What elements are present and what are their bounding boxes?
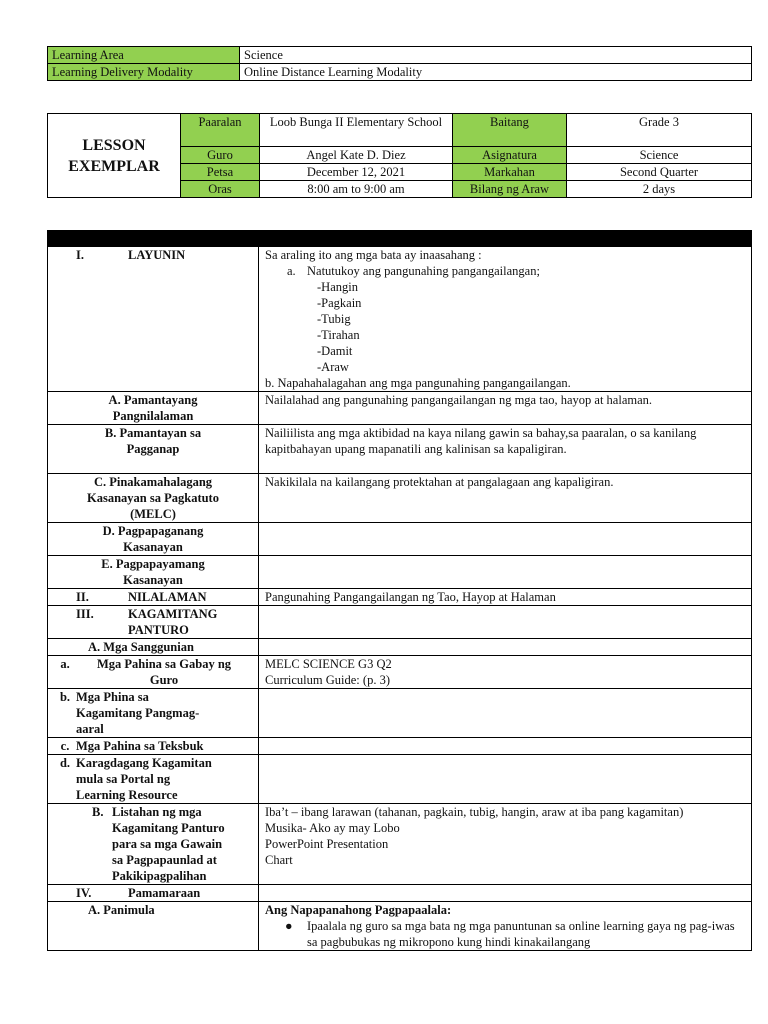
- petsa-value: December 12, 2021: [260, 164, 453, 181]
- lesson-header-table: [47, 113, 752, 198]
- pamantayan-sa-pagganap-label: B. Pamantayan sa Pagganap: [48, 425, 259, 474]
- baitang-label: Baitang: [453, 114, 567, 147]
- teksbuk-value: [259, 738, 752, 755]
- pamamaraan-label: IV. Pamamaraan: [48, 885, 259, 902]
- bullet-icon: ●: [285, 919, 293, 933]
- gabay-ng-guro-value: MELC SCIENCE G3 Q2 Curriculum Guide: (p. 3): [259, 656, 752, 689]
- pagpapaganang-kasanayan-label: D. Pagpapaganang Kasanayan: [48, 523, 259, 556]
- table-row: [48, 392, 752, 425]
- table-row: [48, 247, 752, 392]
- title-line-2: EXEMPLAR: [68, 157, 160, 175]
- table-header-bar: [48, 231, 752, 247]
- nilalaman-label: II. NILALAMAN: [48, 589, 259, 606]
- lesson-exemplar-title: [48, 114, 181, 198]
- karagdagang-kagamitan-value: [259, 755, 752, 804]
- melc-label: C. Pinakamahalagang Kasanayan sa Pagkatuto (MELC): [48, 474, 259, 523]
- pamamaraan-value: [259, 885, 752, 902]
- pamantayang-pangnilalaman-label: A. Pamantayang Pangnilalaman: [48, 392, 259, 425]
- layunin-label: I. LAYUNIN: [48, 247, 259, 392]
- guro-label: Guro: [181, 147, 260, 164]
- guro-value: Angel Kate D. Diez: [260, 147, 453, 164]
- oras-value: 8:00 am to 9:00 am: [260, 181, 453, 198]
- table-row: [48, 606, 752, 639]
- paaralan-value: Loob Bunga II Elementary School: [260, 114, 453, 147]
- oras-label: Oras: [181, 181, 260, 198]
- learning-area-label: Learning Area: [48, 47, 240, 64]
- kagamitang-panturo-label: III. KAGAMITANG PANTURO: [48, 606, 259, 639]
- pagpapaganang-kasanayan-value: [259, 523, 752, 556]
- pagpapayamang-kasanayan-label: E. Pagpapayamang Kasanayan: [48, 556, 259, 589]
- panimula-label: A. Panimula: [48, 902, 259, 951]
- pamantayan-sa-pagganap-value: Nailiilista ang mga aktibidad na kaya nilang gawin sa bahay,sa paaralan, o sa kanilang kapitbahayan upang mapanatili ang kalinisan sa kapaligiran.: [259, 425, 752, 474]
- table-row: [48, 523, 752, 556]
- table-row: [48, 556, 752, 589]
- asignatura-value: Science: [567, 147, 752, 164]
- baitang-value: Grade 3: [567, 114, 752, 147]
- need-item: -Tirahan: [317, 328, 360, 342]
- kagamitang-pangmag-aaral-value: [259, 689, 752, 738]
- karagdagang-kagamitan-label: d. Karagdagang Kagamitan mula sa Portal ng Learning Resource: [48, 755, 259, 804]
- table-row: [48, 885, 752, 902]
- table-row: [48, 804, 752, 885]
- need-item: -Araw: [317, 360, 349, 374]
- info-table: [47, 46, 752, 81]
- table-row: [48, 639, 752, 656]
- modality-value: Online Distance Learning Modality: [240, 64, 752, 81]
- need-item: -Damit: [317, 344, 353, 358]
- table-row: [48, 656, 752, 689]
- asignatura-label: Asignatura: [453, 147, 567, 164]
- markahan-value: Second Quarter: [567, 164, 752, 181]
- learning-area-value: Science: [240, 47, 752, 64]
- modality-label: Learning Delivery Modality: [48, 64, 240, 81]
- mga-sanggunian-label: A. Mga Sanggunian: [48, 639, 259, 656]
- table-row: [48, 902, 752, 951]
- title-line-1: LESSON: [82, 136, 146, 154]
- mga-sanggunian-value: [259, 639, 752, 656]
- list-item: ● Ipaalala ng guro sa mga bata ng mga panuntunan sa online learning gaya ng pag-iwas sa pagbubukas ng mikropono kung hindi kinakailangang: [285, 919, 735, 949]
- kagamitang-pangmag-aaral-label: b. Mga Phina sa Kagamitang Pangmag- aaral: [48, 689, 259, 738]
- petsa-label: Petsa: [181, 164, 260, 181]
- panimula-heading: Ang Napapanahong Pagpapaalala:: [265, 903, 452, 917]
- table-row: [48, 589, 752, 606]
- table-row: [48, 425, 752, 474]
- bilang-label: Bilang ng Araw: [453, 181, 567, 198]
- need-item: -Hangin: [317, 280, 358, 294]
- table-row: [48, 474, 752, 523]
- lesson-plan-table: [47, 230, 752, 951]
- teksbuk-label: c. Mga Pahina sa Teksbuk: [48, 738, 259, 755]
- table-row: [48, 738, 752, 755]
- layunin-content: Sa araling ito ang mga bata ay inaasahang : a. Natutukoy ang pangunahing pangangailangan; -Hangin -Pagkain -Tubig -Tirahan -Damit -Araw b. Napahahalagahan ang mga pangunahing pangangailangan.: [259, 247, 752, 392]
- need-item: -Tubig: [317, 312, 351, 326]
- pamantayang-pangnilalaman-value: Nailalahad ang pangunahing pangangailangan ng mga tao, hayop at halaman.: [259, 392, 752, 425]
- kagamitang-panturo-value: [259, 606, 752, 639]
- markahan-label: Markahan: [453, 164, 567, 181]
- panimula-content: [259, 902, 752, 951]
- listahan-kagamitan-label: B. Listahan ng mga Kagamitang Panturo para sa mga Gawain sa Pagpapaunlad at Pakikipagpalihan: [48, 804, 259, 885]
- info-row: [48, 64, 752, 81]
- need-item: -Pagkain: [317, 296, 362, 310]
- bilang-value: 2 days: [567, 181, 752, 198]
- nilalaman-value: Pangunahing Pangangailangan ng Tao, Hayop at Halaman: [259, 589, 752, 606]
- gabay-ng-guro-label: a. Mga Pahina sa Gabay ng Guro: [48, 656, 259, 689]
- table-row: [48, 755, 752, 804]
- table-row: [48, 689, 752, 738]
- pagpapayamang-kasanayan-value: [259, 556, 752, 589]
- melc-value: Nakikilala na kailangang protektahan at pangalagaan ang kapaligiran.: [259, 474, 752, 523]
- listahan-kagamitan-value: Iba’t – ibang larawan (tahanan, pagkain, tubig, hangin, araw at iba pang kagamitan) Musika- Ako ay may Lobo PowerPoint Presentation Chart: [259, 804, 752, 885]
- info-row: [48, 47, 752, 64]
- paaralan-label: Paaralan: [181, 114, 260, 147]
